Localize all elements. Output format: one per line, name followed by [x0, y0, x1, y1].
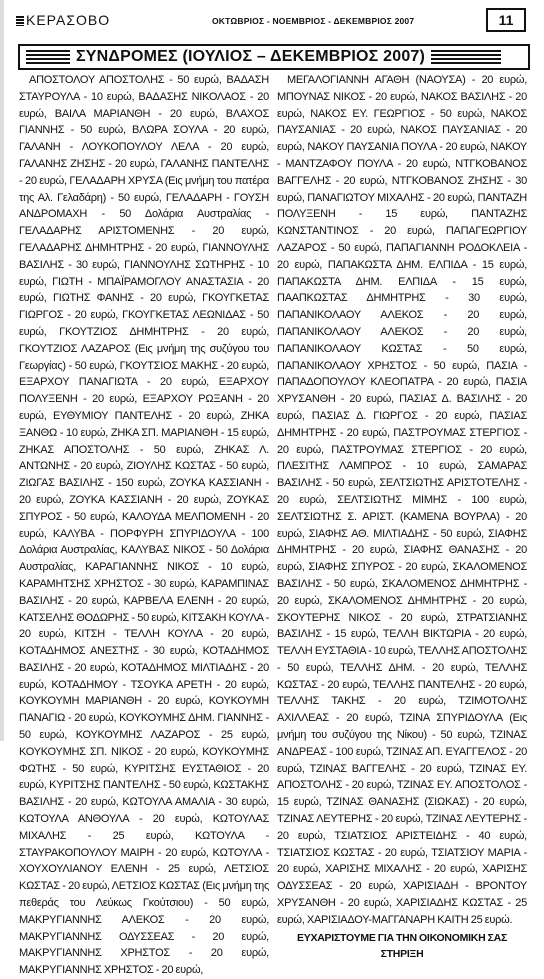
right-column-text: ΜΕΓΑΛΟΓΙΑΝΝΗ ΑΓΑΘΗ (ΝΑΟΥΣΑ) - 20 ευρώ, ΜΠΟΥΝΑΣ ΝΙΚΟΣ - 20 ευρώ, ΝΑΚΟΣ ΒΑΣΙΛΗΣ - 20 ευρώ, ΝΑΚΟΣ ΕΥ. ΓΕΩΡΓΙΟΣ - 50 ευρώ, ΝΑΚΟΣ ΠΑΥΣΑΝΙΑΣ - 20 ευρώ, ΝΑΚΟΣ ΠΑΥΣΑΝΙΑΣ - 20 ευρώ, ΝΑΚΟΥ ΠΑΥΣΑΝΙΑ ΠΟΥΛΑ - 20 ευρώ, ΝΑΚΟΥ - ΜΑΝΤΖΑΦΟΥ ΠΟΥΛΑ - 20 ευρώ, ΝΤΓΚΟΒΑΝΟΣ ΒΑΓΓΕΛΗΣ - 20 ευρώ, ΝΤΓΚΟΒΑΝΟΣ ΖΗΣΗΣ - 30 ευρώ, ΠΑΝΑΓΙΩΤΟΥ ΜΙΧΑΛΗΣ - 20 ευρώ, ΠΑΝΤΑΖΗ ΠΟΛΥΞΕΝΗ - 15 ευρώ, ΠΑΝΤΑΖΗΣ ΚΩΝΣΤΑΝΤΙΝΟΣ - 20 ευρώ, ΠΑΠΑΓΕΩΡΓΙΟΥ ΛΑΖΑΡΟΣ - 50 ευρώ, ΠΑΠΑΓΙΑΝΝΗ ΡΟΔΟΚΛΕΙΑ - 20 ευρώ, ΠΑΠΑΚΩΣΤΑ ΔΗΜ. ΕΛΠΙΔΑ - 15 ευρώ, ΠΑΠΑΚΩΣΤΑ ΔΗΜ. ΕΛΠΙΔΑ - 15 ευρώ, ΠΑΑΠΚΩΣΤΑΣ ΔΗΜΗΤΡΗΣ - 30 ευρώ, ΠΑΠΑΝΙΚΟΛΑΟΥ ΑΛΕΚΟΣ - 20 ευρώ, ΠΑΠΑΝΙΚΟΛΑΟΥ ΑΛΕΚΟΣ - 20 ευρώ, ΠΑΠΑΝΙΚΟΛΑΟΥ ΚΩΣΤΑΣ - 50 ευρώ, ΠΑΠΑΝΙΚΟΛΑΟΥ ΧΡΗΣΤΟΣ - 50 ευρώ, ΠΑΣΙΑ - ΠΑΠΑΔΟΠΟΥΛΟΥ ΚΛΕΟΠΑΤΡΑ - 20 ευρώ, ΠΑΣΙΑ ΧΡΥΣΑΝΘΗ - 20 ευρώ, ΠΑΣΙΑΣ Δ. ΒΑΣΙΛΗΣ - 20 ευρώ, ΠΑΣΙΑΣ Δ. ΓΙΩΡΓΟΣ - 20 ευρώ, ΠΑΣΙΑΣ ΔΗΜΗΤΡΗΣ - 20 ευρώ, ΠΑΣΤΡΟΥΜΑΣ ΣΤΕΡΓΙΟΣ - 20 ευρώ, ΠΑΣΤΡΟΥΜΑΣ ΣΤΕΡΓΙΟΣ - 20 ευρώ, ΠΛΕΣΙΤΗΣ ΛΑΜΠΡΟΣ - 10 ευρώ, ΣΑΜΑΡΑΣ ΒΑΣΙΛΗΣ - 50 ευρώ, ΣΕΛΤΣΙΩΤΗΣ ΑΡΙΣΤΟΤΕΛΗΣ - 20 ευρώ, ΣΕΛΤΣΙΩΤΗΣ ΜΙΜΗΣ - 100 ευρώ, ΣΕΛΤΣΙΩΤΗΣ Σ. ΑΡΙΣΤ. (ΚΑΜΕΝΑ ΒΟΥΡΛΑ) - 20 ευρώ, ΣΙΑΦΗΣ ΑΘ. ΜΙΛΤΙΑΔΗΣ - 50 ευρώ, ΣΙΑΦΗΣ ΔΗΜΗΤΡΗΣ - 20 ευρώ, ΣΙΑΦΗΣ ΘΑΝΑΣΗΣ - 20 ευρώ, ΣΙΑΦΗΣ ΣΠΥΡΟΣ - 20 ευρώ, ΣΚΑΛΟΜΕΝΟΣ ΒΑΣΙΛΗΣ - 50 ευρώ, ΣΚΑΛΟΜΕΝΟΣ ΔΗΜΗΤΡΗΣ - 20 ευρώ, ΣΚΑΛΟΜΕΝΟΣ ΔΗΜΗΤΡΗΣ - 20 ευρώ, ΣΚΟΥΤΕΡΗΣ ΝΙΚΟΣ - 20 ευρώ, ΣΤΡΑΤΣΙΑΝΗΣ ΒΑΣΙΛΗΣ - 15 ευρώ, ΤΕΛΛΗ ΒΙΚΤΩΡΙΑ - 20 ευρώ, ΤΕΛΛΗ ΕΥΣΤΑΘΙΑ - 10 ευρώ, ΤΕΛΛΗΣ ΑΠΟΣΤΟΛΗΣ - 50 ευρώ, ΤΕΛΛΗΣ ΔΗΜ. - 20 ευρώ, ΤΕΛΛΗΣ ΚΩΣΤΑΣ - 20 ευρώ, ΤΕΛΛΗΣ ΠΑΝΤΕΛΗΣ - 20 ευρώ, ΤΕΛΛΗΣ ΤΑΚΗΣ - 20 ευρώ, ΤΖΙΜΟΤΟΛΗΣ ΑΧΙΛΛΕΑΣ - 20 ευρώ, ΤΖΙΝΑ ΣΠΥΡΙΔΟΥΛΑ (Εις μνήμη του συζύγου της Νίκου) - 50 ευρώ, ΤΖΙΝΑΣ ΑΝΔΡΕΑΣ - 100 ευρώ, ΤΖΙΝΑΣ ΑΠ. ΕΥΑΓΓΕΛΟΣ - 20 ευρώ, ΤΖΙΝΑΣ ΒΑΓΓΕΛΗΣ - 20 ευρώ, ΤΖΙΝΑΣ ΕΥ. ΑΠΟΣΤΟΛΗΣ - 20 ευρώ, ΤΖΙΝΑΣ ΕΥ. ΑΠΟΣΤΟΛΟΣ - 15 ευρώ, ΤΖΙΝΑΣ ΘΑΝΑΣΗΣ (ΣΙΩΚΑΣ) - 20 ευρώ, ΤΖΙΝΑΣ ΛΕΥΤΕΡΗΣ - 20 ευρώ, ΤΖΙΝΑΣ ΛΕΥΤΕΡΗΣ - 20 ευρώ, ΤΣΙΑΤΣΙΟΣ ΑΡΙΣΤΕΙΔΗΣ - 40 ευρώ, ΤΣΙΑΤΣΙΟΣ ΚΩΣΤΑΣ - 20 ευρώ, ΤΣΙΑΤΣΙΟΥ ΜΑΡΙΑ - 20 ευρώ, ΧΑΡΙΣΗΣ ΜΙΧΑΛΗΣ - 20 ευρώ, ΧΑΡΙΣΗΣ ΟΔΥΣΣΕΑΣ - 20 ευρώ, ΧΑΡΙΣΙΑΔΗ - ΒΡΟΝΤΟΥ ΧΡΥΣΑΝΘΗ - 20 ευρώ, ΧΑΡΙΣΙΑΔΗΣ ΚΩΣΤΑΣ - 25 ευρώ, ΧΑΡΙΣΙΑΔΟΥ-ΜΑΓΓΑΝΑΡΗ ΚΑΙΤΗ 25 ευρώ.: [277, 74, 527, 926]
left-column-text: ΑΠΟΣΤΟΛΟΥ ΑΠΟΣΤΟΛΗΣ - 50 ευρώ, ΒΑΔΑΣΗ ΣΤΑΥΡΟΥΛΑ - 10 ευρώ, ΒΑΔΑΣΗΣ ΝΙΚΟΛΑΟΣ - 20 ευρώ, ΒΑΙΛΑ ΜΑΡΙΑΝΘΗ - 20 ευρώ, ΒΛΑΧΟΣ ΓΙΑΝΝΗΣ - 50 ευρώ, ΒΛΩΡΑ ΣΟΥΛΑ - 20 ευρώ, ΓΑΛΑΝΗ - ΛΟΥΚΟΠΟΥΛΟΥ ΛΕΛΑ - 20 ευρώ, ΓΑΛΑΝΗΣ ΖΗΣΗΣ - 20 ευρώ, ΓΑΛΑΝΗΣ ΠΑΝΤΕΛΗΣ - 20 ευρώ, ΓΕΛΑΔΑΡΗ ΧΡΥΣΑ (Εις μνήμη του πατέρα της Αλ. Γελαδάρη) - 50 ευρώ, ΓΕΛΑΔΑΡΗ - ΓΟΥΣΗ ΑΝΔΡΟΜΑΧΗ - 50 Δολάρια Αυστραλίας - ΓΕΛΑΔΑΡΗΣ ΑΡΙΣΤΟΜΕΝΗΣ - 20 ευρώ, ΓΕΛΑΔΑΡΗΣ ΔΗΜΗΤΡΗΣ - 20 ευρώ, ΓΙΑΝΝΟΥΛΗΣ ΒΑΣΙΛΗΣ - 30 ευρώ, ΓΙΑΝΝΟΥΛΗΣ ΣΩΤΗΡΗΣ - 10 ευρώ, ΓΙΩΤΗ - ΜΠΑΪΡΑΜΟΓΛΟΥ ΑΝΑΣΤΑΣΙΑ - 20 ευρώ, ΓΙΩΤΗΣ ΦΑΝΗΣ - 20 ευρώ, ΓΚΟΥΓΚΕΤΑΣ ΓΙΩΡΓΟΣ - 20 ευρώ, ΓΚΟΥΓΚΕΤΑΣ ΛΕΩΝΙΔΑΣ - 50 ευρώ, ΓΚΟΥΤΖΙΟΣ ΔΗΜΗΤΡΗΣ - 20 ευρώ, ΓΚΟΥΤΖΙΟΣ ΛΑΖΑΡΟΣ (Εις μνήμη της συζύγου του Γεωργίας) - 50 ευρώ, ΓΚΟΥΤΣΙΟΣ ΜΑΚΗΣ - 20 ευρώ, ΕΞΑΡΧΟΥ ΠΑΝΑΓΙΩΤΑ - 20 ευρώ, ΕΞΑΡΧΟΥ ΠΟΛΥΞΕΝΗ - 20 ευρώ, ΕΞΑΡΧΟΥ ΡΩΞΑΝΗ - 20 ευρώ, ΕΥΘΥΜΙΟΥ ΠΑΝΤΕΛΗΣ - 20 ευρώ, ΖΗΚΑ ΞΑΝΘΩ - 10 ευρώ, ΖΗΚΑ ΣΠ. ΜΑΡΙΑΝΘΗ - 15 ευρώ, ΖΗΚΑΣ ΑΠΟΣΤΟΛΗΣ - 50 ευρώ, ΖΗΚΑΣ Λ. ΑΝΤΩΝΗΣ - 20 ευρώ, ΖΙΟΥΛΗΣ ΚΩΣΤΑΣ - 50 ευρώ, ΖΙΩΓΑΣ ΒΑΣΙΛΗΣ - 150 ευρώ, ΖΟΥΚΑ ΚΑΣΣΙΑΝΗ - 20 ευρώ, ΖΟΥΚΑ ΚΑΣΣΙΑΝΗ - 20 ευρώ, ΖΟΥΚΑΣ ΣΠΥΡΟΣ - 50 ευρώ, ΚΑΛΟΥΔΑ ΜΕΛΠΟΜΕΝΗ - 20 ευρώ, ΚΑΛΥΒΑ - ΠΟΡΦΥΡΗ ΣΠΥΡΙΔΟΥΛΑ - 100 Δολάρια Αυστραλίας, ΚΑΛΥΒΑΣ ΝΙΚΟΣ - 50 Δολάρια Αυστραλίας, ΚΑΡΑΓΙΑΝΝΗΣ ΝΙΚΟΣ - 10 ευρώ, ΚΑΡΑΜΗΤΣΗΣ ΧΡΗΣΤΟΣ - 30 ευρώ, ΚΑΡΑΜΠΙΝΑΣ ΒΑΣΙΛΗΣ - 20 ευρώ, ΚΑΡΒΕΛΑ ΕΛΕΝΗ - 20 ευρώ, ΚΑΤΣΕΛΗΣ ΘΟΔΩΡΗΣ - 50 ευρώ, ΚΙΤΣΑΚΗ ΚΟΥΛΑ - 20 ευρώ, ΚΙΤΣΗ - ΤΕΛΛΗ ΚΟΥΛΑ - 20 ευρώ, ΚΟΤΑΔΗΜΟΣ ΑΝΕΣΤΗΣ - 30 ευρώ, ΚΟΤΑΔΗΜΟΣ ΒΑΣΙΛΗΣ - 20 ευρώ, ΚΟΤΑΔΗΜΟΣ ΜΙΛΤΙΑΔΗΣ - 20 ευρώ, ΚΟΤΑΔΗΜΟΥ - ΤΣΟΥΚΑ ΑΡΕΤΗ - 20 ευρώ, ΚΟΥΚΟΥΜΗ ΜΑΡΙΑΝΘΗ - 20 ευρώ, ΚΟΥΚΟΥΜΗ ΠΑΝΑΓΙΩ - 20 ευρώ, ΚΟΥΚΟΥΜΗΣ ΔΗΜ. ΓΙΑΝΝΗΣ - 50 ευρώ, ΚΟΥΚΟΥΜΗΣ ΛΑΖΑΡΟΣ - 25 ευρώ, ΚΟΥΚΟΥΜΗΣ ΣΠ. ΝΙΚΟΣ - 20 ευρώ, ΚΟΥΚΟΥΜΗΣ ΦΩΤΗΣ - 50 ευρώ, ΚΥΡΙΤΣΗΣ ΕΥΣΤΑΘΙΟΣ - 20 ευρώ, ΚΥΡΙΤΣΗΣ ΠΑΝΤΕΛΗΣ - 50 ευρώ, ΚΩΣΤΑΚΗΣ ΒΑΣΙΛΗΣ - 20 ευρώ, ΚΩΤΟΥΛΑ ΑΜΑΛΙΑ - 30 ευρώ, ΚΩΤΟΥΛΑ ΑΝΘΟΥΛΑ - 20 ευρώ, ΚΩΤΟΥΛΑΣ ΜΙΧΑΛΗΣ - 25 ευρώ, ΚΩΤΟΥΛΑ - ΣΤΑΥΡΑΚΟΠΟΥΛΟΥ ΜΑΙΡΗ - 20 ευρώ, ΚΩΤΟΥΛΑ - ΧΟΥΧΟΥΛΙΑΝΟΥ ΕΛΕΝΗ - 25 ευρώ, ΛΕΤΣΙΟΣ ΚΩΣΤΑΣ - 20 ευρώ, ΛΕΤΣΙΟΣ ΚΩΣΤΑΣ (Εις μνήμη της πεθεράς του Λεύκως Γκούτσιου) - 50 ευρώ, ΜΑΚΡΥΓΙΑΝΝΗΣ ΑΛΕΚΟΣ - 20 ευρώ, ΜΑΚΡΥΓΙΑΝΝΗΣ ΟΔΥΣΣΕΑΣ - 20 ευρώ, ΜΑΚΡΥΓΙΑΝΝΗΣ ΧΡΗΣΤΟΣ - 20 ευρώ, ΜΑΚΡΥΓΙΑΝΝΗΣ ΧΡΗΣΤΟΣ - 20 ευρώ,: [19, 74, 269, 977]
masthead-stripes-icon: [16, 16, 24, 26]
page-edge-shadow: [0, 0, 4, 741]
closing-thanks: ΕΥΧΑΡΙΣΤΟΥΜΕ ΓΙΑ ΤΗΝ ΟΙΚΟΝΟΜΙΚΗ ΣΑΣ ΣΤΗΡΙΞΗ: [296, 931, 508, 961]
section-title-bar: [18, 44, 530, 70]
title-stripes-left-icon: [26, 50, 70, 64]
page-header: [16, 8, 526, 30]
right-column: [277, 72, 527, 963]
title-stripes-right-icon: [431, 50, 501, 64]
masthead-title: ΚΕΡΑΣΟΒΟ: [26, 12, 111, 28]
page-number: 11: [486, 8, 526, 32]
issue-date: ΟΚΤΩΒΡΙΟΣ - ΝΟΕΜΒΡΙΟΣ - ΔΕΚΕΜΒΡΙΟΣ 2007: [212, 16, 415, 26]
masthead: [16, 12, 110, 28]
left-column: [19, 72, 269, 979]
subscriptions-columns: [19, 72, 527, 977]
section-title: ΣΥΝΔΡΟΜΕΣ (ΙΟΥΛΙΟΣ – ΔΕΚΕΜΒΡΙΟΣ 2007): [76, 48, 426, 65]
